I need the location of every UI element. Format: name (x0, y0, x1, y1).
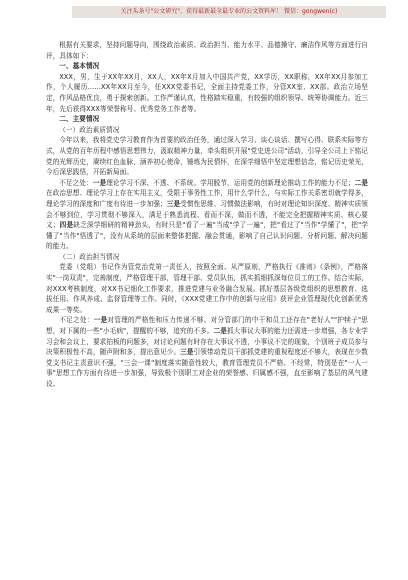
subsection-1-paragraph-2 (46, 178, 368, 252)
intro-paragraph: 根据有关要求，坚持问题导向，围绕政治素质、政治担当、能力水平、品德操守、廉洁作风等方面进行自评，具体如下： (46, 41, 368, 60)
subsection-2-paragraph-1: 党委（党组）书记作为管党治党第一责任人，按照全面、从严原则，严格执行《准则》《条例》，严格落实"一岗双责"，完善制度，严格管理干部，管理干部、党员队伍，抓实抓细抓深每位员工的工作。结合实际，对XXX考核制度，对XX书记细化工作要求，推进党建与业务融合发展。抓好基层各级党组织的思想教育、选拔任用、作风养成、监督管理等工作。同时，《XXX党建工作中的创新与应用》获评企业管理现代化创新优秀成果一等奖。 (46, 263, 368, 314)
shortcoming-lead: 不足之处： (59, 178, 93, 187)
document-body (46, 40, 368, 390)
section-2-heading: 二、主要情况 (59, 115, 100, 124)
point-text: 缺乏深学细研的精神劲头，有时只是"看了一遍"当成"学了一遍"，把"看过了"当作"学懂了"，把"学懂了"当作"悟透了"，没有从系统的层面来整体把握、融会贯通，影响了自己认识问题、分析问题、解决问题的能力。 (46, 221, 369, 251)
subsection-1-title: （一）政治素质情况 (59, 125, 120, 134)
subsection-2-title: （二）政治担当情况 (59, 252, 120, 261)
subsection-2-paragraph-2 (46, 315, 368, 389)
point-label: 二是 (354, 178, 369, 187)
point-text: 引领带动党员干部抓党建的重视程度还不够大，表现在少数党支书记主责意识不强，"三会一课"制度落实随意性较大，教育管理党员不严格、不经常，特别是在"一人一事"思想工作方面有待进一步加强，导致极个别职工对企业的荣誉感、归属感不强，直至影响了基层的风气建设。 (46, 348, 368, 388)
point-label: 一是 (93, 316, 108, 325)
section-1-paragraph: XXX，男，生于XX年XX月，XX人，XX年X月加入中国共产党，XX学历，XX职称，XX年XX月参加工作，个人履历……XX年XX月至今，任XXX党委书记，全面主持党委工作，分管XX室、XX部。政治立场坚定，作风品格优良，勇于探索创新。工作严谨认真，性格踏实稳重，有较强的组织领导、统筹协调能力。近三年，先后获得XXX等荣誉称号、优秀党务工作者等。 (46, 72, 368, 113)
section-1-heading: 一、基本情况 (59, 62, 100, 71)
point-text: 受惯性思维、习惯做法影响，有时对理论知识深度、精神实质领会不够到位，学习贯彻不够深入，满足于熟悉流程、看而不深，做而不透，不能完全把握精神实质、核心要义； (46, 199, 368, 230)
point-text: 抓大事议大事的能力还需进一步增强，各专业学习会和会议上，要求拍板的问题多，对讨论问题有时存在大事议不透，小事议不完的现象，个别班子成员参与决策积极性不高，随声附和多，提出意见少。 (46, 327, 368, 357)
point-label: 二是 (213, 327, 227, 336)
point-label: 三是 (180, 348, 194, 357)
point-label: 三是 (166, 199, 181, 208)
point-label: 一是 (92, 178, 107, 187)
point-label: 四是 (59, 221, 74, 230)
shortcoming-lead: 不足之处： (59, 316, 94, 325)
point-text: 理论学习不深、不透、不系统。学用脱节，运用党的创新理论推动工作的能力不足； (106, 178, 355, 187)
point-text: 对管理的严格性和压力传递不够。对分管部门的中干和员工还存在"老好人""护犊子"思想，对下属的一些"小毛病"，提醒的不够，追究的不多。 (46, 316, 368, 336)
top-banner: 关注头条号"公文研究"，获得最新最全最专业的公文资料库！ 微信：gongwen(c) (72, 6, 386, 18)
point-text: 在政治思想、理论学习上存在实用主义，受限于事务性工作，用什么学什么，与实际工作关系密切就学得多，理论学习的深度和广度有待进一步加强； (46, 189, 368, 208)
subsection-1-paragraph-1: 今年以来，我将党史学习教育作为首要的政治任务，通过深入学习、谈心谈话、撰写心得、联系实际等方式，从党的百年历程中感悟思想伟力，汲取精神力量，牵头组织开展"党史进公司"活动，引导全公司上下铭记党的光辉历史，赓续红色血脉，涵养初心使命，锤炼为民情怀，在深学细悟中坚定理想信念，铭记历史荣光，今后深思践悟，开拓新局面。 (46, 136, 368, 177)
